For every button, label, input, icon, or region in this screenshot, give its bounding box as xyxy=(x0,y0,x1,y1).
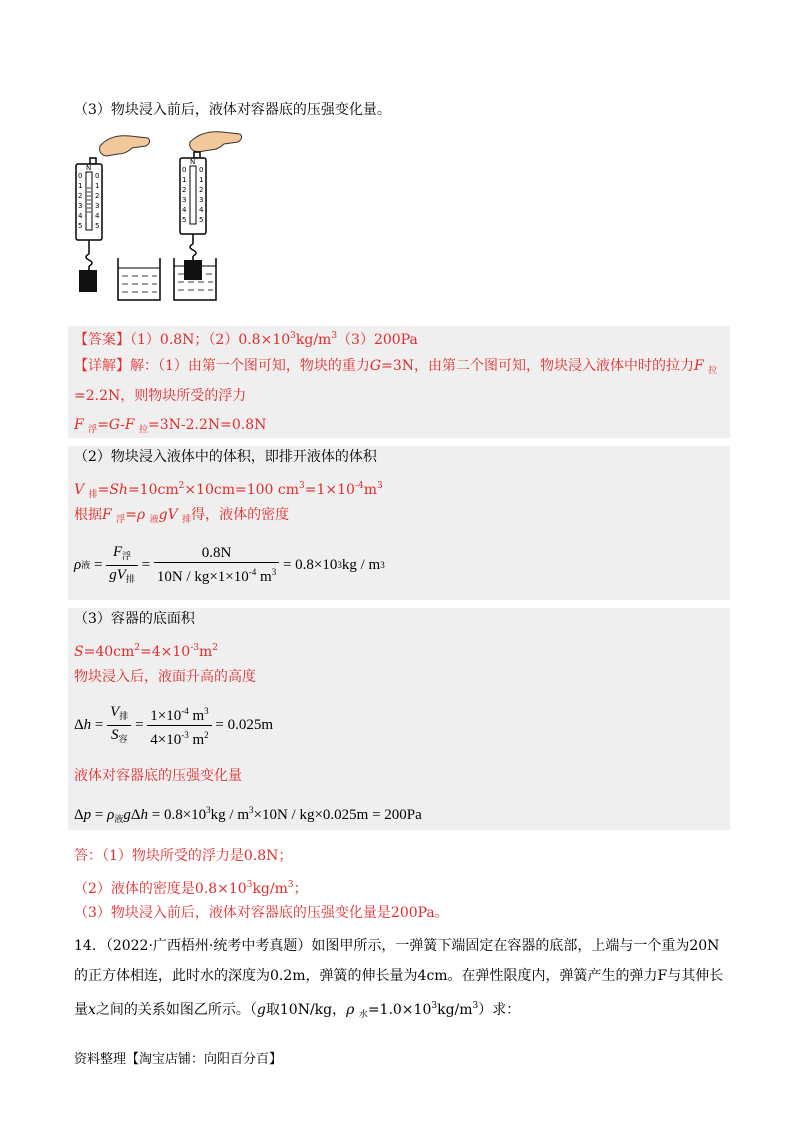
question-14-line-1: 14．（2022·广西梧州·统考中考真题）如图甲所示，一弹簧下端固定在容器的底部，上端与一个重为20N xyxy=(74,938,720,954)
svg-text:1: 1 xyxy=(95,182,100,190)
svg-text:3: 3 xyxy=(182,196,187,204)
detail-line-9: 物块浸入后，液面升高的高度 xyxy=(74,669,256,685)
svg-text:2: 2 xyxy=(95,192,100,200)
hand-icon-right xyxy=(190,132,242,152)
equation-density: ρ 液 = $\frac{F_浮}{gV_排}$ = $\frac{0.8N}{10N / kg\times 1\times 10^{-4} m^3}$ = 0.8×10 3 kg / m 3 xyxy=(74,543,385,585)
svg-text:2: 2 xyxy=(199,186,204,194)
detail-line-1: 【详解】解：（1）由第一个图可知，物块的重力G=3N，由第二个图可知，物块浸入液体中时的拉力F $_拉$ xyxy=(74,358,718,376)
answer-text: （1）0.8N；$(2)0.8\times 10^3kg/m^3(3)200Pa$ xyxy=(130,331,418,348)
block-right xyxy=(184,260,202,280)
detail-line-7: （3）容器的底面积 xyxy=(74,611,195,627)
svg-text:0: 0 xyxy=(199,166,204,174)
question-14-line-3: 量x之间的关系如图乙所示。（g取10N/kg，ρ $_水=1.0\times 10^3kg/m^3$）求： xyxy=(74,1001,521,1020)
svg-text:4: 4 xyxy=(182,206,187,214)
detail-line-4: （2）物块浸入液体中的体积，即排开液体的体积 xyxy=(74,449,377,465)
svg-text:3: 3 xyxy=(95,202,100,210)
svg-text:0: 0 xyxy=(182,166,187,174)
svg-text:0: 0 xyxy=(78,172,83,180)
detail-line-2: =2.2N，则物块所受的浮力 xyxy=(74,388,247,404)
scale-unit-left: N xyxy=(86,164,92,172)
answer-tag: 【答案】 xyxy=(74,332,130,348)
question-3-title: （3）物块浸入前后，液体对容器底的压强变化量。 xyxy=(74,102,391,118)
svg-text:1: 1 xyxy=(199,176,204,184)
beaker-right xyxy=(174,258,216,300)
svg-text:5: 5 xyxy=(78,222,83,230)
answer-line xyxy=(74,326,418,350)
question-14-line-2: 的正方体相连，此时水的深度为0.2m，弹簧的伸长量为4cm。在弹性限度内，弹簧产生的弹力F与其伸长 xyxy=(74,968,724,984)
conclusion-3: （3）物块浸入前后，液体对容器底的压强变化量是200Pa。 xyxy=(74,905,449,921)
footer-source: 资料整理【淘宝店铺：向阳百分百】 xyxy=(74,1052,283,1067)
hand-icon-left xyxy=(100,136,150,156)
spring-scale-figure xyxy=(70,128,320,308)
svg-text:4: 4 xyxy=(199,206,204,214)
svg-text:4: 4 xyxy=(95,212,100,220)
svg-text:0: 0 xyxy=(95,172,100,180)
detail-line-6: 根据F $_浮$=ρ $_液$gV $_排$得，液体的密度 xyxy=(74,507,290,525)
conclusion-2: （2）液体的密度是$0.8\times 10^3kg/m^3$； xyxy=(74,880,308,897)
svg-text:4: 4 xyxy=(78,212,83,220)
block-left xyxy=(79,270,97,292)
svg-text:1: 1 xyxy=(78,182,83,190)
svg-text:5: 5 xyxy=(95,222,100,230)
svg-text:2: 2 xyxy=(182,186,187,194)
scale-unit-right: N xyxy=(190,158,196,166)
svg-text:1: 1 xyxy=(182,176,187,184)
detail-tag: 【详解】 xyxy=(74,358,130,374)
svg-text:5: 5 xyxy=(182,216,187,224)
detail-line-10: 液体对容器底的压强变化量 xyxy=(74,768,242,784)
detail-line-3: F $_浮$=G-F $_拉$=3N-2.2N=0.8N xyxy=(74,417,267,435)
svg-text:5: 5 xyxy=(199,216,204,224)
conclusion-1: 答：（1）物块所受的浮力是0.8N； xyxy=(74,848,293,864)
svg-text:3: 3 xyxy=(78,202,83,210)
detail-line-5: V $_排=Sh=10cm^2\times 10cm=100$ $cm^3=1\times 10^{-4}m^3$ xyxy=(74,481,383,500)
svg-text:2: 2 xyxy=(78,192,83,200)
equation-pressure: $\Delta p = \rho_液g\Delta h = 0.8\times 10^3kg / m^3\times 10N / kg\times 0.025m = 200Pa$ xyxy=(74,805,422,824)
svg-text:3: 3 xyxy=(199,196,204,204)
equation-height: Δ h = $\frac{V_排}{S_容}$ = $\frac{1\times 10^{-4} m^3}{4\times 10^{-3} m^2}$ = 0.025m xyxy=(74,703,274,748)
beaker-middle xyxy=(118,258,160,300)
detail-line-8: $S=40cm^2=4\times 10^{-3}m^2$ xyxy=(74,643,218,660)
